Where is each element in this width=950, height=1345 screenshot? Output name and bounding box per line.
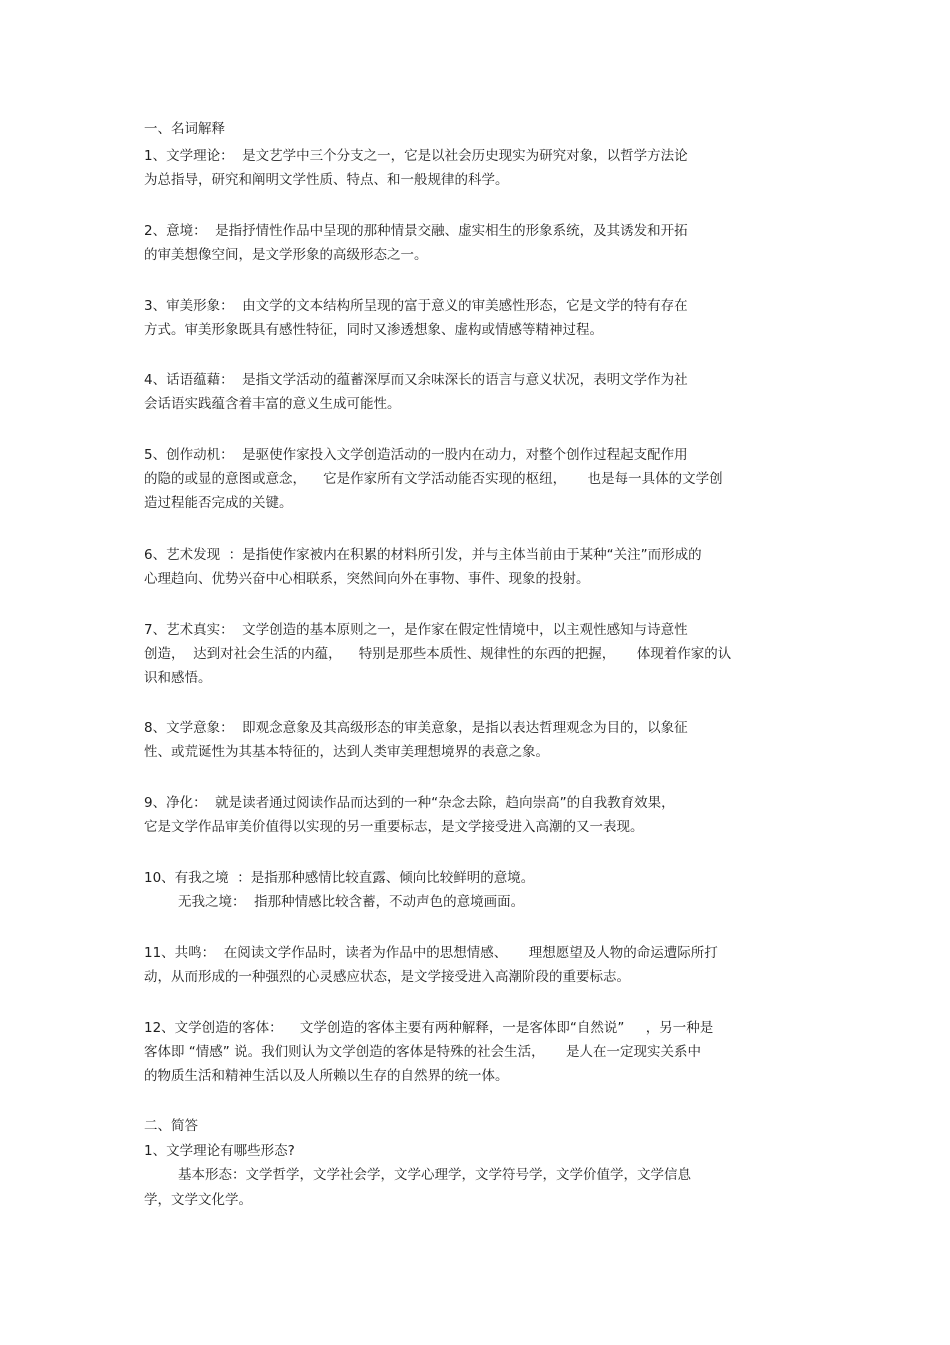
term-2-line-2: 的审美想像空间，是文学形象的高级形态之一。 <box>144 247 428 263</box>
section-heading: 二、简答 <box>144 1118 198 1134</box>
answer-1-line-2: 学，文学文化学。 <box>144 1192 252 1208</box>
term-11-line-1: 11、共鸣： 在阅读文学作品时，读者为作品中的思想情感、 理想愿望及人物的命运遭际所打 <box>144 945 718 961</box>
answer-1-line-1: 基本形态：文学哲学，文学社会学，文学心理学，文学符号学，文学价值学，文学信息 <box>178 1167 691 1183</box>
term-3-line-1: 3、审美形象： 由文学的文本结构所呈现的富于意义的审美感性形态，它是文学的特有存在 <box>144 298 688 314</box>
term-8-line-1: 8、文学意象： 即观念意象及其高级形态的审美意象，是指以表达哲理观念为目的，以象征 <box>144 720 688 736</box>
term-3-line-2: 方式。审美形象既具有感性特征，同时又渗透想象、虚构或情感等精神过程。 <box>144 322 603 338</box>
term-5-line-3: 造过程能否完成的关键。 <box>144 495 293 511</box>
term-10-sub: 无我之境： 指那种情感比较含蓄，不动声色的意境画面。 <box>178 894 525 910</box>
term-8-line-2: 性、或荒诞性为其基本特征的，达到人类审美理想境界的表意之象。 <box>144 744 549 760</box>
term-4-line-1: 4、话语蕴藉： 是指文学活动的蕴蓄深厚而又余味深长的语言与意义状况，表明文学作为社 <box>144 372 688 388</box>
term-6-line-1: 6、艺术发现 ：是指使作家被内在积累的材料所引发，并与主体当前由于某种“关注”而形成的 <box>144 547 702 563</box>
term-5-line-2: 的隐的或显的意图或意念， 它是作家所有文学活动能否实现的枢纽， 也是每一具体的文学创 <box>144 471 723 487</box>
term-9-line-2: 它是文学作品审美价值得以实现的另一重要标志，是文学接受进入高潮的又一表现。 <box>144 819 644 835</box>
term-12-line-1: 12、文学创造的客体： 文学创造的客体主要有两种解释，一是客体即“自然说” ，另一种是 <box>144 1020 714 1036</box>
term-1-line-2: 为总指导，研究和阐明文学性质、特点、和一般规律的科学。 <box>144 172 509 188</box>
section-heading: 一、名词解释 <box>144 121 225 137</box>
term-4-line-2: 会话语实践蕴含着丰富的意义生成可能性。 <box>144 396 401 412</box>
term-7-line-2: 创造， 达到对社会生活的内蕴， 特别是那些本质性、规律性的东西的把握， 体现着作家的认 <box>144 646 732 662</box>
term-7-line-1: 7、艺术真实： 文学创造的基本原则之一，是作家在假定性情境中，以主观性感知与诗意性 <box>144 622 688 638</box>
term-2-line-1: 2、意境： 是指抒情性作品中呈现的那种情景交融、虚实相生的形象系统，及其诱发和开拓 <box>144 223 688 239</box>
question-1: 1、文学理论有哪些形态? <box>144 1143 295 1159</box>
term-12-line-3: 的物质生活和精神生活以及人所赖以生存的自然界的统一体。 <box>144 1068 509 1084</box>
term-6-line-2: 心理趋向、优势兴奋中心相联系，突然间向外在事物、事件、现象的投射。 <box>144 571 590 587</box>
term-10-line-1: 10、有我之境 ：是指那种感情比较直露、倾向比较鲜明的意境。 <box>144 870 535 886</box>
term-5-line-1: 5、创作动机： 是驱使作家投入文学创造活动的一股内在动力，对整个创作过程起支配作用 <box>144 447 688 463</box>
term-9-line-1: 9、净化： 就是读者通过阅读作品而达到的一种“杂念去除，趋向崇高”的自我教育效果， <box>144 795 675 811</box>
term-1-line-1: 1、文学理论： 是文艺学中三个分支之一，它是以社会历史现实为研究对象，以哲学方法论 <box>144 148 688 164</box>
term-11-line-2: 动，从而形成的一种强烈的心灵感应状态，是文学接受进入高潮阶段的重要标志。 <box>144 969 630 985</box>
term-7-line-3: 识和感悟。 <box>144 670 212 686</box>
term-12-line-2: 客体即 “情感” 说。我们则认为文学创造的客体是特殊的社会生活， 是人在一定现实关系中 <box>144 1044 702 1060</box>
